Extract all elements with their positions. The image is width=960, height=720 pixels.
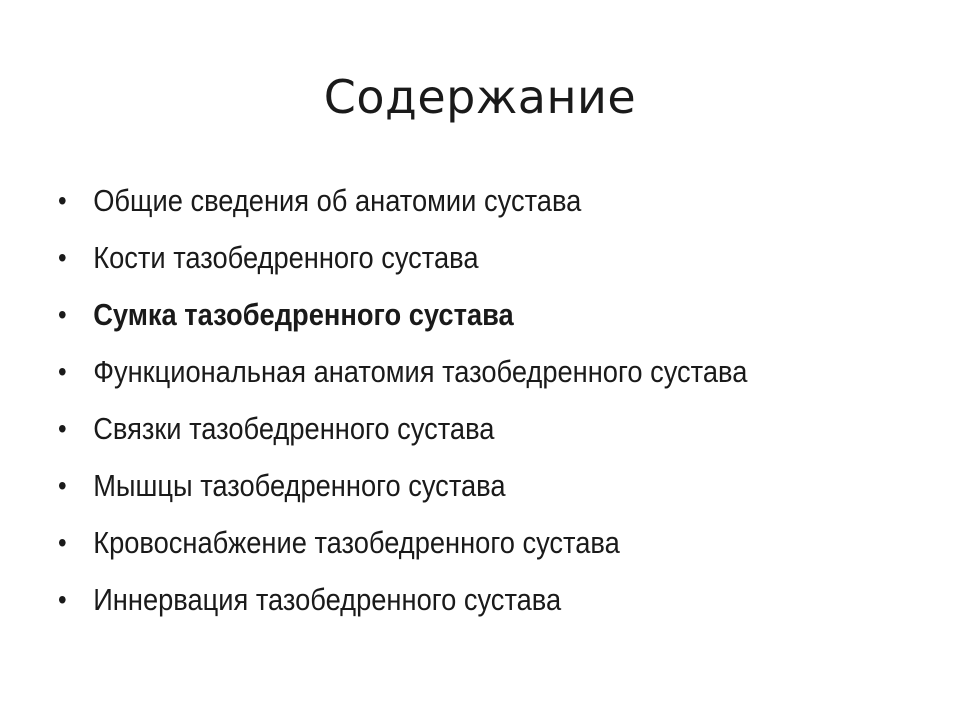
bullet-icon: • bbox=[58, 526, 67, 558]
list-item-text: Связки тазобедренного сустава bbox=[93, 410, 495, 446]
list-item bbox=[58, 229, 832, 286]
slide-title: Содержание bbox=[323, 70, 637, 124]
list-item-text: Иннервация тазобедренного сустава bbox=[93, 581, 562, 617]
list-item-text: Общие сведения об анатомии сустава bbox=[93, 182, 582, 218]
list-item bbox=[58, 571, 832, 628]
list-item-text: Кровоснабжение тазобедренного сустава bbox=[93, 524, 620, 560]
list-item bbox=[58, 286, 832, 343]
list-item bbox=[58, 457, 832, 514]
bullet-icon: • bbox=[58, 241, 67, 273]
list-item bbox=[58, 172, 832, 229]
list-item-text: Функциональная анатомия тазобедренного сустава bbox=[93, 353, 748, 389]
bullet-icon: • bbox=[58, 583, 67, 615]
list-item-text: Кости тазобедренного сустава bbox=[93, 239, 479, 275]
bullet-icon: • bbox=[58, 469, 67, 501]
list-item bbox=[58, 400, 832, 457]
list-item-text: Сумка тазобедренного сустава bbox=[93, 296, 514, 332]
bullet-icon: • bbox=[58, 355, 67, 387]
list-item bbox=[58, 343, 832, 400]
bullet-icon: • bbox=[58, 412, 67, 444]
bullet-icon: • bbox=[58, 184, 67, 216]
contents-list bbox=[58, 172, 938, 628]
list-item-text: Мышцы тазобедренного сустава bbox=[93, 467, 506, 503]
bullet-icon: • bbox=[58, 298, 67, 330]
list-item bbox=[58, 514, 832, 571]
